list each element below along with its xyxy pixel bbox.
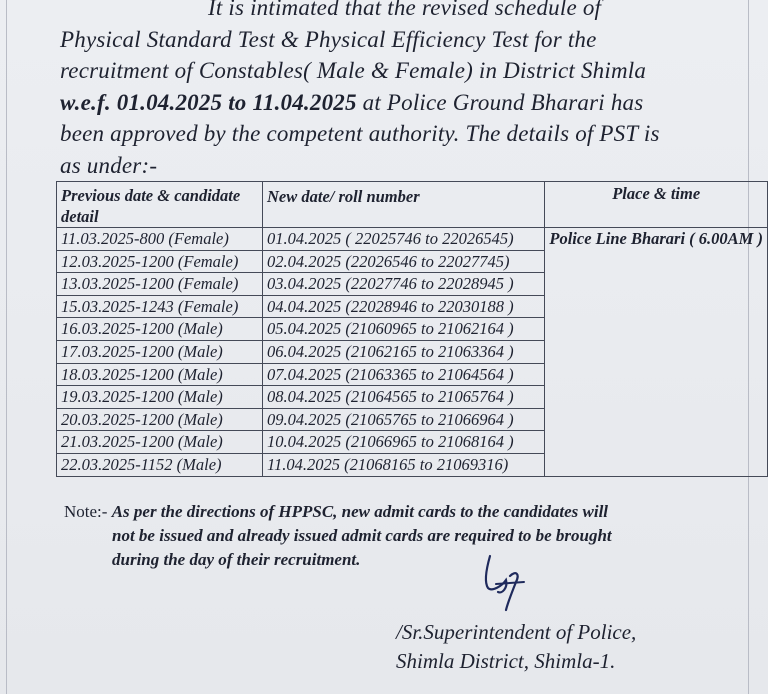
- page-left-rule: [6, 0, 7, 694]
- note-line: [64, 500, 724, 524]
- cell-new: 05.04.2025 (21060965 to 21062164 ): [263, 318, 545, 341]
- intro-line: as under:-: [60, 152, 158, 178]
- intro-line: been approved by the competent authority. The details of PST is: [60, 121, 660, 146]
- cell-previous: 16.03.2025-1200 (Male): [57, 318, 263, 341]
- signatory-office: Shimla District, Shimla-1.: [396, 649, 616, 673]
- cell-previous: 18.03.2025-1200 (Male): [57, 363, 263, 386]
- cell-new: 07.04.2025 (21063365 to 21064564 ): [263, 363, 545, 386]
- header-previous-date: Previous date & candidate detail: [57, 182, 263, 228]
- cell-new: 01.04.2025 ( 22025746 to 22026545): [263, 228, 545, 251]
- cell-previous: 15.03.2025-1243 (Female): [57, 295, 263, 318]
- intro-line: It is intimated that the revised schedule of: [208, 0, 602, 20]
- header-new-date: New date/ roll number: [263, 182, 545, 228]
- note-text: As per the directions of HPPSC, new admit cards to the candidates will: [111, 502, 609, 521]
- cell-previous: 11.03.2025-800 (Female): [57, 228, 263, 251]
- schedule-table: [56, 181, 768, 477]
- cell-previous: 17.03.2025-1200 (Male): [57, 340, 263, 363]
- signature-icon: [476, 548, 546, 618]
- intro-line: recruitment of Constables( Male & Female) in District Shimla: [60, 58, 647, 83]
- cell-new: 03.04.2025 (22027746 to 22028945 ): [263, 273, 545, 296]
- cell-previous: 19.03.2025-1200 (Male): [57, 386, 263, 409]
- signatory-designation: /Sr.Superintendent of Police,: [396, 620, 637, 644]
- note-line: during the day of their recruitment.: [112, 550, 361, 569]
- cell-previous: 13.03.2025-1200 (Female): [57, 273, 263, 296]
- note-label: Note:-: [64, 502, 108, 521]
- cell-new: 04.04.2025 (22028946 to 22030188 ): [263, 295, 545, 318]
- cell-new: 06.04.2025 (21062165 to 21063364 ): [263, 340, 545, 363]
- table-row: [57, 228, 768, 251]
- cell-previous: 20.03.2025-1200 (Male): [57, 408, 263, 431]
- cell-new: 11.04.2025 (21068165 to 21069316): [263, 453, 545, 476]
- intro-paragraph: [60, 0, 710, 181]
- signatory-block: [396, 618, 636, 676]
- cell-new: 09.04.2025 (21065765 to 21066964 ): [263, 408, 545, 431]
- note-line: not be issued and already issued admit cards are required to be brought: [112, 526, 612, 545]
- cell-new: 08.04.2025 (21064565 to 21065764 ): [263, 386, 545, 409]
- effective-dates: w.e.f. 01.04.2025 to 11.04.2025: [60, 89, 357, 115]
- cell-previous: 22.03.2025-1152 (Male): [57, 453, 263, 476]
- intro-line: Physical Standard Test & Physical Efficiency Test for the: [60, 26, 597, 52]
- note-block: [64, 500, 724, 572]
- cell-place-time: Police Line Bharari ( 6.00AM ): [545, 228, 768, 477]
- cell-new: 10.04.2025 (21066965 to 21068164 ): [263, 431, 545, 454]
- cell-previous: 12.03.2025-1200 (Female): [57, 250, 263, 273]
- cell-previous: 21.03.2025-1200 (Male): [57, 431, 263, 454]
- cell-new: 02.04.2025 (22026546 to 22027745): [263, 250, 545, 273]
- intro-line-rest: at Police Ground Bharari has: [356, 89, 644, 115]
- header-place-time: Place & time: [545, 182, 768, 228]
- intro-line: [60, 87, 710, 119]
- table-header-row: [57, 182, 768, 228]
